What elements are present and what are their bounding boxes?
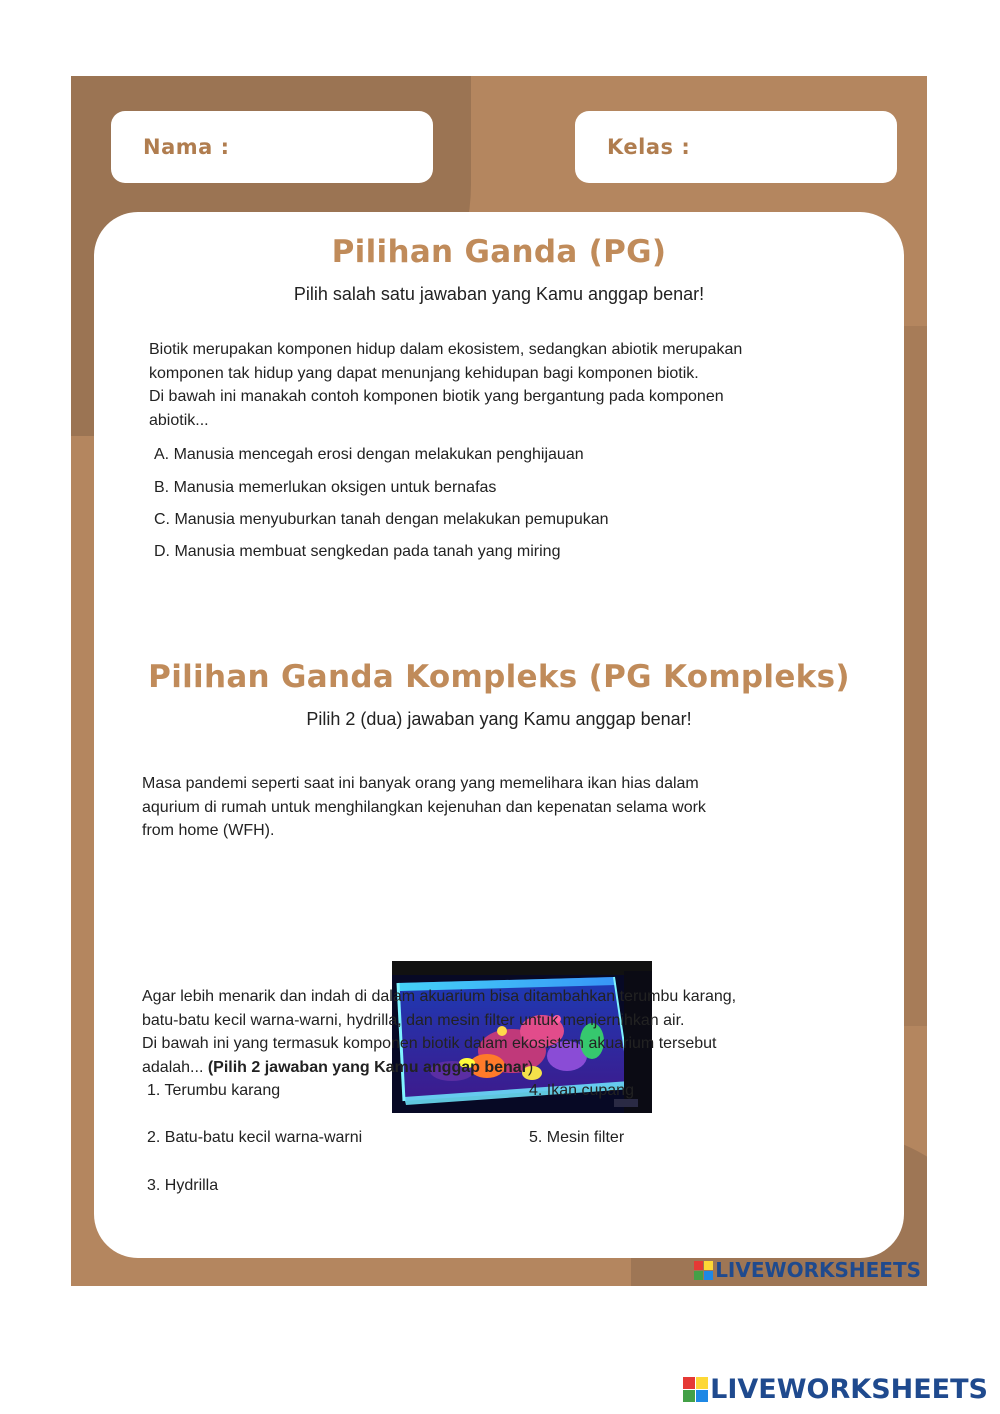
option-d[interactable]: D. Manusia membuat sengkedan pada tanah yang miring: [154, 543, 561, 560]
name-field[interactable]: [111, 111, 433, 183]
question-line: Agar lebih menarik dan indah di dalam akuarium bisa ditambahkan terumbu karang,: [142, 988, 737, 1005]
section2-intro: [142, 772, 706, 843]
question-line: Biotik merupakan komponen hidup dalam ekosistem, sedangkan abiotik merupakan: [149, 341, 743, 358]
section1-title: Pilihan Ganda (PG): [331, 234, 667, 270]
option-a[interactable]: A. Manusia mencegah erosi dengan melakukan penghijauan: [154, 446, 584, 463]
class-label: Kelas :: [607, 135, 691, 159]
question-line: [142, 1056, 736, 1080]
option-1[interactable]: 1. Terumbu karang: [147, 1082, 281, 1099]
question-text: ): [527, 1058, 534, 1076]
section2-question: [142, 985, 736, 1079]
class-field[interactable]: [575, 111, 897, 183]
question-line: Di bawah ini manakah contoh komponen biotik yang bergantung pada komponen: [149, 388, 724, 405]
option-5[interactable]: 5. Mesin filter: [529, 1129, 625, 1146]
question-line: komponen tak hidup yang dapat menunjang kehidupan bagi komponen biotik.: [149, 364, 699, 382]
section2-instruction: Pilih 2 (dua) jawaban yang Kamu anggap benar!: [306, 709, 692, 729]
intro-line: aqurium di rumah untuk menghilangkan kejenuhan dan kepenatan selama work: [142, 798, 706, 816]
option-b[interactable]: B. Manusia memerlukan oksigen untuk bernafas: [154, 479, 497, 496]
question-text: adalah...: [142, 1058, 208, 1076]
section2-title: Pilihan Ganda Kompleks (PG Kompleks): [148, 659, 850, 695]
logo-cube-icon: [683, 1377, 708, 1402]
logo-text: LIVEWORKSHEETS: [710, 1374, 988, 1405]
question-line: batu-batu kecil warna-warni, hydrilla, dan mesin filter untuk menjernihkan air.: [142, 1011, 685, 1029]
name-label: Nama :: [143, 135, 230, 159]
option-2[interactable]: 2. Batu-batu kecil warna-warni: [147, 1129, 363, 1146]
worksheet-page: [71, 76, 927, 1286]
logo-text: LIVEWORKSHEETS: [715, 1258, 921, 1282]
option-4[interactable]: 4. Ikan cupang: [529, 1082, 634, 1099]
question-line: Di bawah ini yang termasuk komponen biotik dalam ekosistem akuarium tersebut: [142, 1035, 717, 1052]
intro-line: from home (WFH).: [142, 822, 275, 839]
section1-instruction: Pilih salah satu jawaban yang Kamu anggap benar!: [293, 284, 705, 304]
question-card: [94, 212, 904, 1258]
logo-cube-icon: [694, 1261, 713, 1280]
liveworksheets-logo: [683, 1374, 988, 1405]
intro-line: Masa pandemi seperti saat ini banyak orang yang memelihara ikan hias dalam: [142, 775, 699, 792]
instruction-bold: (Pilih 2 jawaban yang Kamu anggap benar: [207, 1058, 528, 1076]
section1-question: [149, 338, 742, 432]
question-line: abiotik...: [149, 411, 209, 429]
option-3[interactable]: 3. Hydrilla: [147, 1177, 219, 1194]
liveworksheets-logo-small: [694, 1258, 921, 1282]
option-c[interactable]: C. Manusia menyuburkan tanah dengan melakukan pemupukan: [154, 511, 609, 528]
